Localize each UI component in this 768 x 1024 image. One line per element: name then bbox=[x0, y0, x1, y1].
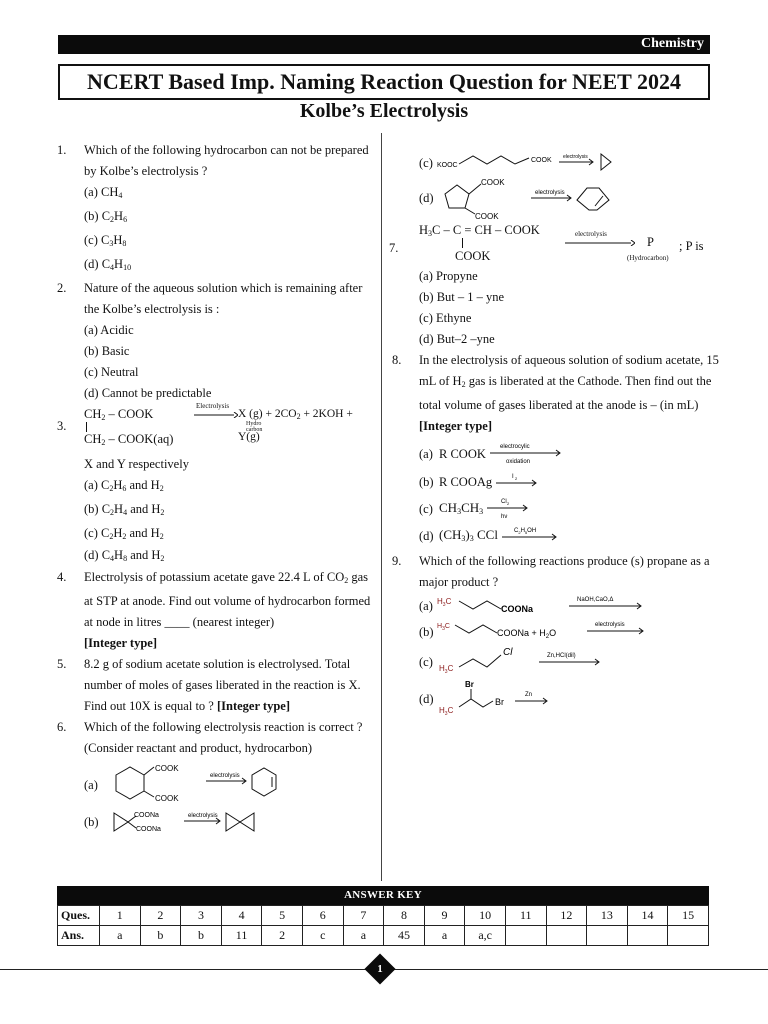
ques-cell: 8 bbox=[384, 906, 425, 926]
svg-text:2: 2 bbox=[507, 501, 510, 506]
ans-cell: a bbox=[100, 926, 141, 946]
q3-arrow bbox=[194, 412, 238, 418]
ques-cell: 4 bbox=[221, 906, 262, 926]
ques-cell: 15 bbox=[668, 906, 709, 926]
svg-text:H3C: $H_3C$ bbox=[439, 664, 454, 675]
q7-line1: $H_3C$ – C = CH – COOK bbox=[419, 223, 540, 238]
svg-text:COONa + H2O: COONa + $H_2O$ bbox=[497, 628, 557, 640]
svg-text:oxidation: oxidation bbox=[505, 459, 530, 465]
svg-text:COOK: COOK bbox=[481, 178, 505, 187]
ans-cell: 2 bbox=[262, 926, 303, 946]
ques-cell: 7 bbox=[343, 906, 384, 926]
q6-option-a: (a) COOK COOK electrolysis bbox=[57, 763, 372, 807]
question-7: 7. $H_3C$ – C = CH – COOK COOK electrolysis P (Hydrocarbon) ; P is bbox=[389, 220, 720, 266]
q9d-reaction-diagram bbox=[437, 679, 667, 719]
q1-option-d: (d) $C_4H_{10}$ bbox=[84, 257, 132, 272]
question-4: 4. Electrolysis of potassium acetate gave 22.4 L of $CO_2$ gas at STP at anode. Find out volume of hydrocarbon formed at node in litres ____ (nearest integer) [Integer type] bbox=[57, 567, 372, 654]
svg-text:C2H5OH: $C_2H_5OH$ bbox=[513, 528, 537, 535]
q3-x-note: Hydro carbon bbox=[246, 421, 263, 433]
q9a-reaction-diagram bbox=[437, 593, 667, 619]
question-3: 3. $CH_2$ – COOK $CH_2$ – COOK(aq) Electrolysis X $(g) + 2CO_2 + 2KOH + Y(g)$ Hydro carbon bbox=[57, 404, 372, 450]
left-column bbox=[57, 140, 372, 837]
ans-cell: c bbox=[302, 926, 343, 946]
question-5: 5. 8.2 g of sodium acetate solution is electrolysed. Total number of moles of gases liberated in the reaction is X. Find out 10X is equal to ? [Integer type] bbox=[57, 654, 372, 717]
svg-text:COONa: COONa bbox=[134, 812, 159, 819]
svg-text:H3C: $H_3C$ bbox=[437, 597, 452, 608]
q3-reactant-bottom: $CH_2$ – COOK(aq) bbox=[84, 432, 174, 447]
q3-option-b: (b) $C_2H_4$ and $H_2$ bbox=[84, 502, 165, 517]
column-divider bbox=[381, 133, 382, 881]
ans-cell: b bbox=[181, 926, 222, 946]
question-6: 6. Which of the following electrolysis reaction is correct ? (Consider reactant and product, hydrocarbon) bbox=[57, 717, 372, 759]
ans-cell: a,c bbox=[465, 926, 506, 946]
ques-cell: 11 bbox=[505, 906, 546, 926]
q7-option-a: (a) Propyne bbox=[419, 269, 478, 283]
ques-cell: 2 bbox=[140, 906, 181, 926]
ans-cell: a bbox=[343, 926, 384, 946]
right-column bbox=[389, 150, 720, 719]
ques-cell: 10 bbox=[465, 906, 506, 926]
question-9-text: Which of the following reactions produce (s) propane as a major product ? bbox=[419, 554, 710, 589]
q9-option-d: (d) Br $H_3C$ Br Zn bbox=[392, 679, 720, 719]
ans-cell: b bbox=[140, 926, 181, 946]
reaction-b-arrow bbox=[496, 470, 540, 494]
question-1: 1. Which of the following hydrocarbon can not be prepared by Kolbe’s electrolysis ? bbox=[57, 140, 372, 182]
q6d-reaction-diagram bbox=[437, 176, 637, 220]
ans-cell bbox=[587, 926, 628, 946]
q6a-reaction-diagram bbox=[106, 763, 286, 807]
reaction-b: (b) R COOAg I 2 bbox=[392, 469, 720, 495]
ques-cell: 12 bbox=[546, 906, 587, 926]
ans-cell bbox=[627, 926, 668, 946]
ques-label: Ques. bbox=[58, 906, 100, 926]
q3-arrow-label: Electrolysis bbox=[196, 402, 230, 410]
q7-arrow-label: electrolysis bbox=[575, 230, 607, 238]
q3-products: X $(g) + 2CO_2 + 2KOH + Y(g)$ bbox=[238, 408, 353, 443]
svg-text:Zn: Zn bbox=[525, 692, 533, 698]
q7-product-note: (Hydrocarbon) bbox=[627, 254, 669, 262]
ans-cell bbox=[505, 926, 546, 946]
reaction-d: (d) $(CH_3)_3$ CCl $C_2H_5OH$ bbox=[392, 523, 720, 549]
question-6-text: Which of the following electrolysis reaction is correct ? (Consider reactant and product, hydrocarbon) bbox=[84, 720, 363, 755]
svg-text:H3C: $H_3C$ bbox=[437, 623, 450, 632]
q1-option-c: (c) $C_3H_8$ bbox=[84, 233, 127, 248]
q6-option-b: (b) COONa COONa electrolysis bbox=[57, 807, 372, 837]
reaction-a: (a) R COOK electrocylic oxidation bbox=[392, 439, 720, 469]
q9b-reaction-diagram bbox=[437, 619, 667, 645]
question-2-text: Nature of the aqueous solution which is remaining after the Kolbe’s electrolysis is : bbox=[84, 281, 363, 316]
ques-cell: 6 bbox=[302, 906, 343, 926]
question-1-text: Which of the following hydrocarbon can not be prepared by Kolbe’s electrolysis ? bbox=[84, 143, 369, 178]
svg-text:Zn,HCl(dil): Zn,HCl(dil) bbox=[547, 653, 576, 659]
answer-key-title: ANSWER KEY bbox=[57, 886, 709, 905]
page-number: 1 bbox=[377, 963, 383, 975]
q1-option-a: (a) $CH_4$ bbox=[84, 185, 123, 200]
svg-text:hν: hν bbox=[501, 514, 508, 520]
q1-option-b: (b) $C_2H_6$ bbox=[84, 209, 128, 224]
ques-cell: 3 bbox=[181, 906, 222, 926]
ans-label: Ans. bbox=[58, 926, 100, 946]
q7-option-b: (b) But – 1 – yne bbox=[419, 290, 505, 304]
reaction-c: (c) $CH_3CH_3$ Cl 2 hν bbox=[392, 495, 720, 523]
q9-option-a: (a) $H_3C$ COONa NaOH,CaO,Δ bbox=[392, 593, 720, 619]
ques-cell: 9 bbox=[424, 906, 465, 926]
title-box bbox=[58, 64, 710, 100]
svg-text:COONa: COONa bbox=[136, 826, 161, 833]
svg-text:Cl: Cl bbox=[503, 647, 513, 658]
svg-text:electrolysis: electrolysis bbox=[563, 154, 588, 160]
answer-key-table bbox=[57, 905, 709, 946]
q2-option-d: (d) Cannot be predictable bbox=[84, 386, 212, 400]
ans-cell bbox=[668, 926, 709, 946]
question-8: 8. In the electrolysis of aqueous solution of sodium acetate, 15 mL of $H_2$ gas is liberated at the Cathode. Then find out the total volume of gases liberated at the anode is – (in mL) [Integer type] bbox=[392, 350, 720, 437]
header-bar bbox=[58, 35, 710, 54]
page-subtitle: Kolbe’s Electrolysis bbox=[299, 100, 469, 122]
svg-text:Br: Br bbox=[465, 680, 474, 689]
reaction-d-arrow bbox=[502, 524, 560, 548]
q7-line2: COOK bbox=[455, 249, 491, 263]
svg-text:COOK: COOK bbox=[531, 157, 552, 164]
question-2: 2. Nature of the aqueous solution which is remaining after the Kolbe’s electrolysis is : bbox=[57, 278, 372, 320]
ques-cell: 14 bbox=[627, 906, 668, 926]
q3-follow-text: X and Y respectively bbox=[84, 457, 189, 471]
reaction-c-arrow bbox=[487, 495, 531, 523]
svg-text:COOK: COOK bbox=[155, 764, 179, 773]
q2-option-c: (c) Neutral bbox=[84, 365, 139, 379]
page-number-badge bbox=[364, 953, 395, 984]
q3-option-a: (a) $C_2H_6$ and $H_2$ bbox=[84, 478, 164, 493]
question-8-text: In the electrolysis of aqueous solution of sodium acetate, 15 mL of $H_2$ gas is liberated at the Cathode. Then find out the total volume of gases liberated at the anode is – (in mL) [Integer type] bbox=[419, 353, 719, 433]
svg-text:H3C: $H_3C$ bbox=[439, 706, 454, 717]
q6-option-c: (c) KOOC COOK electrolysis bbox=[392, 150, 720, 176]
q3-option-c: (c) $C_2H_2$ and $H_2$ bbox=[84, 526, 164, 541]
question-4-text: Electrolysis of potassium acetate gave 22.4 L of $CO_2$ gas at STP at anode. Find out volume of hydrocarbon formed at node in litres ____ (nearest integer) [Integer type] bbox=[84, 570, 371, 650]
svg-text:Br: Br bbox=[495, 697, 504, 707]
svg-text:electrolysis: electrolysis bbox=[188, 813, 218, 819]
q9-option-b: (b) $H_3C$ COONa + $H_2O$ electrolysis bbox=[392, 619, 720, 645]
svg-text:COOK: COOK bbox=[475, 212, 499, 220]
svg-text:COONa: COONa bbox=[501, 604, 534, 614]
ans-cell bbox=[546, 926, 587, 946]
svg-text:electrocylic: electrocylic bbox=[499, 444, 530, 450]
svg-text:electrolysis: electrolysis bbox=[535, 190, 565, 196]
svg-text:COOK: COOK bbox=[155, 794, 179, 803]
q9-option-c: (c) $H_3C$ Cl Zn,HCl(dil) bbox=[392, 645, 720, 679]
svg-text:Cl: Cl bbox=[501, 499, 507, 505]
ques-cell: 13 bbox=[587, 906, 628, 926]
svg-text:KOOC: KOOC bbox=[437, 162, 458, 169]
q6c-reaction-diagram bbox=[437, 150, 637, 176]
answer-key bbox=[57, 886, 709, 946]
ans-cell: a bbox=[424, 926, 465, 946]
svg-text:electrolysis: electrolysis bbox=[210, 773, 240, 779]
question-5-text: 8.2 g of sodium acetate solution is electrolysed. Total number of moles of gases liberated in the reaction is X. Find out 10X is equal to ? [Integer type] bbox=[84, 657, 361, 713]
q7-option-c: (c) Ethyne bbox=[419, 311, 472, 325]
subject-label: Chemistry bbox=[641, 36, 704, 51]
answer-key-answer-row bbox=[58, 926, 709, 946]
q7-arrow bbox=[565, 240, 635, 246]
ques-cell: 5 bbox=[262, 906, 303, 926]
page-title: NCERT Based Imp. Naming Reaction Question for NEET 2024 bbox=[87, 69, 681, 94]
ans-cell: 45 bbox=[384, 926, 425, 946]
svg-text:NaOH,CaO,Δ: NaOH,CaO,Δ bbox=[577, 597, 614, 603]
reaction-a-arrow bbox=[490, 440, 564, 468]
q2-option-a: (a) Acidic bbox=[84, 323, 134, 337]
q2-option-b: (b) Basic bbox=[84, 344, 130, 358]
svg-text:I: I bbox=[512, 474, 514, 480]
ques-cell: 1 bbox=[100, 906, 141, 926]
q3-reactant-top: $CH_2$ – COOK bbox=[84, 407, 154, 422]
svg-text:electrolysis: electrolysis bbox=[595, 622, 625, 628]
q6b-reaction-diagram bbox=[106, 807, 286, 837]
q7-tail: ; P is bbox=[679, 239, 704, 253]
question-9: 9. Which of the following reactions produce (s) propane as a major product ? bbox=[392, 551, 720, 593]
q7-option-d: (d) But–2 –yne bbox=[419, 332, 495, 346]
q7-product: P bbox=[647, 235, 654, 249]
q6-option-d: (d) COOK COOK electrolysis bbox=[392, 176, 720, 220]
ans-cell: 11 bbox=[221, 926, 262, 946]
q9c-reaction-diagram bbox=[437, 645, 667, 679]
q3-option-d: (d) $C_4H_8$ and $H_2$ bbox=[84, 548, 165, 563]
svg-text:2: 2 bbox=[515, 476, 518, 481]
answer-key-question-row bbox=[58, 906, 709, 926]
